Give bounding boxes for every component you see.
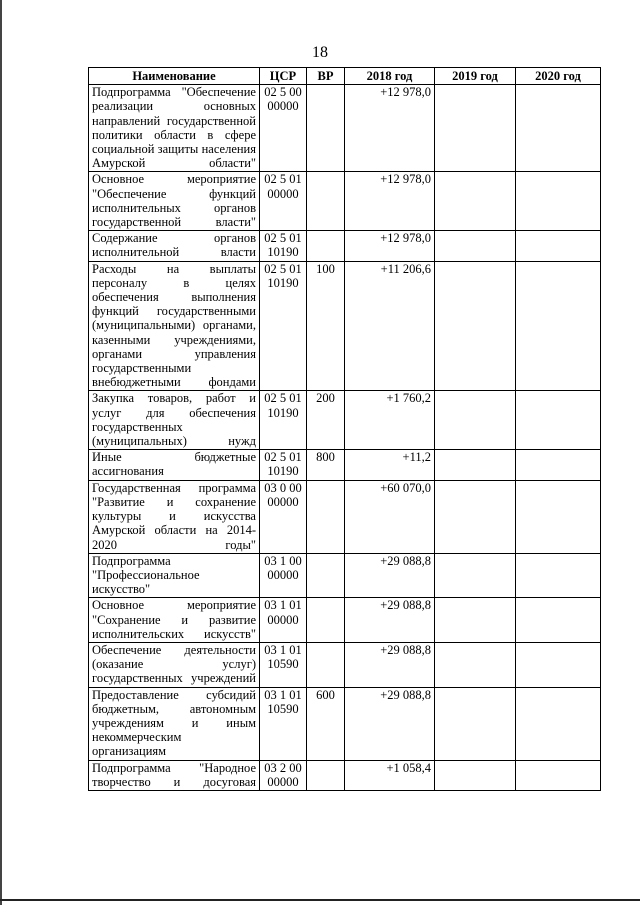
row-2019	[435, 553, 516, 598]
header-2019: 2019 год	[435, 68, 516, 85]
row-name: Закупка товаров, работ и услуг для обеспечения государственных (муниципальных) нужд	[89, 391, 260, 450]
row-2018: +11 206,6	[345, 261, 435, 391]
row-2020	[516, 598, 601, 643]
row-2020	[516, 480, 601, 553]
row-2018: +29 088,8	[345, 553, 435, 598]
table-row	[89, 598, 601, 643]
row-name: Подпрограмма "Профессиональное искусство"	[89, 553, 260, 598]
row-vr	[307, 172, 345, 231]
row-2018: +12 978,0	[345, 172, 435, 231]
row-2019	[435, 598, 516, 643]
row-2019	[435, 450, 516, 480]
row-csr: 03 1 01 10590	[260, 642, 307, 687]
header-name: Наименование	[89, 68, 260, 85]
row-csr: 03 1 01 00000	[260, 598, 307, 643]
row-2020	[516, 231, 601, 261]
row-csr: 03 2 00 00000	[260, 760, 307, 790]
row-vr: 800	[307, 450, 345, 480]
row-2020	[516, 450, 601, 480]
row-2020	[516, 391, 601, 450]
row-csr: 02 5 01 10190	[260, 391, 307, 450]
budget-table	[88, 67, 601, 791]
row-vr	[307, 598, 345, 643]
row-2019	[435, 231, 516, 261]
table-row	[89, 85, 601, 172]
row-vr: 200	[307, 391, 345, 450]
row-name: Основное мероприятие "Обеспечение функций исполнительных органов государственной власти"	[89, 172, 260, 231]
row-2020	[516, 642, 601, 687]
table-row	[89, 760, 601, 790]
row-vr	[307, 642, 345, 687]
row-csr: 02 5 00 00000	[260, 85, 307, 172]
row-name: Государственная программа "Развитие и сохранение культуры и искусства Амурской области на 2014-2020 годы"	[89, 480, 260, 553]
row-name: Обеспечение деятельности (оказание услуг) государственных учреждений	[89, 642, 260, 687]
table-row	[89, 642, 601, 687]
row-name: Содержание органов исполнительной власти	[89, 231, 260, 261]
table-row	[89, 391, 601, 450]
row-csr: 02 5 01 00000	[260, 172, 307, 231]
row-vr	[307, 85, 345, 172]
row-csr: 03 1 00 00000	[260, 553, 307, 598]
scan-left-edge	[0, 0, 2, 905]
scan-bottom-edge	[0, 899, 640, 901]
row-2018: +1 760,2	[345, 391, 435, 450]
row-csr: 02 5 01 10190	[260, 450, 307, 480]
header-csr: ЦСР	[260, 68, 307, 85]
row-2020	[516, 172, 601, 231]
row-2019	[435, 642, 516, 687]
table-row	[89, 687, 601, 760]
row-2020	[516, 261, 601, 391]
row-vr: 100	[307, 261, 345, 391]
header-2018: 2018 год	[345, 68, 435, 85]
row-2020	[516, 553, 601, 598]
table-row	[89, 261, 601, 391]
row-2018: +29 088,8	[345, 687, 435, 760]
row-2018: +11,2	[345, 450, 435, 480]
row-csr: 03 1 01 10590	[260, 687, 307, 760]
row-vr	[307, 553, 345, 598]
header-2020: 2020 год	[516, 68, 601, 85]
row-2018: +12 978,0	[345, 85, 435, 172]
row-vr	[307, 760, 345, 790]
row-2018: +60 070,0	[345, 480, 435, 553]
row-vr	[307, 231, 345, 261]
row-2019	[435, 391, 516, 450]
row-2019	[435, 687, 516, 760]
row-2018: +29 088,8	[345, 598, 435, 643]
row-2019	[435, 480, 516, 553]
table-row	[89, 480, 601, 553]
row-name: Основное мероприятие "Сохранение и развитие исполнительских искусств"	[89, 598, 260, 643]
table-row	[89, 450, 601, 480]
row-name: Предоставление субсидий бюджетным, автономным учреждениям и иным некоммерческим организациям	[89, 687, 260, 760]
row-2020	[516, 760, 601, 790]
table-row	[89, 172, 601, 231]
row-vr: 600	[307, 687, 345, 760]
row-2018: +12 978,0	[345, 231, 435, 261]
header-vr: ВР	[307, 68, 345, 85]
page-number: 18	[312, 44, 328, 61]
row-vr	[307, 480, 345, 553]
table-header-row	[89, 68, 601, 85]
row-2019	[435, 172, 516, 231]
row-name: Расходы на выплаты персоналу в целях обеспечения выполнения функций государственными (муниципальными) органами, казенными учреждениями, органами управления государственными внебюджетными фондами	[89, 261, 260, 391]
row-csr: 03 0 00 00000	[260, 480, 307, 553]
row-2019	[435, 261, 516, 391]
row-name: Подпрограмма "Обеспечение реализации основных направлений государственной политики области в сфере социальной защиты населения Амурской области"	[89, 85, 260, 172]
table-row	[89, 553, 601, 598]
row-2019	[435, 85, 516, 172]
row-name: Иные бюджетные ассигнования	[89, 450, 260, 480]
row-2019	[435, 760, 516, 790]
row-2018: +1 058,4	[345, 760, 435, 790]
row-csr: 02 5 01 10190	[260, 231, 307, 261]
row-csr: 02 5 01 10190	[260, 261, 307, 391]
table-row	[89, 231, 601, 261]
row-2020	[516, 85, 601, 172]
row-2018: +29 088,8	[345, 642, 435, 687]
row-name: Подпрограмма "Народное творчество и досуговая	[89, 760, 260, 790]
row-2020	[516, 687, 601, 760]
